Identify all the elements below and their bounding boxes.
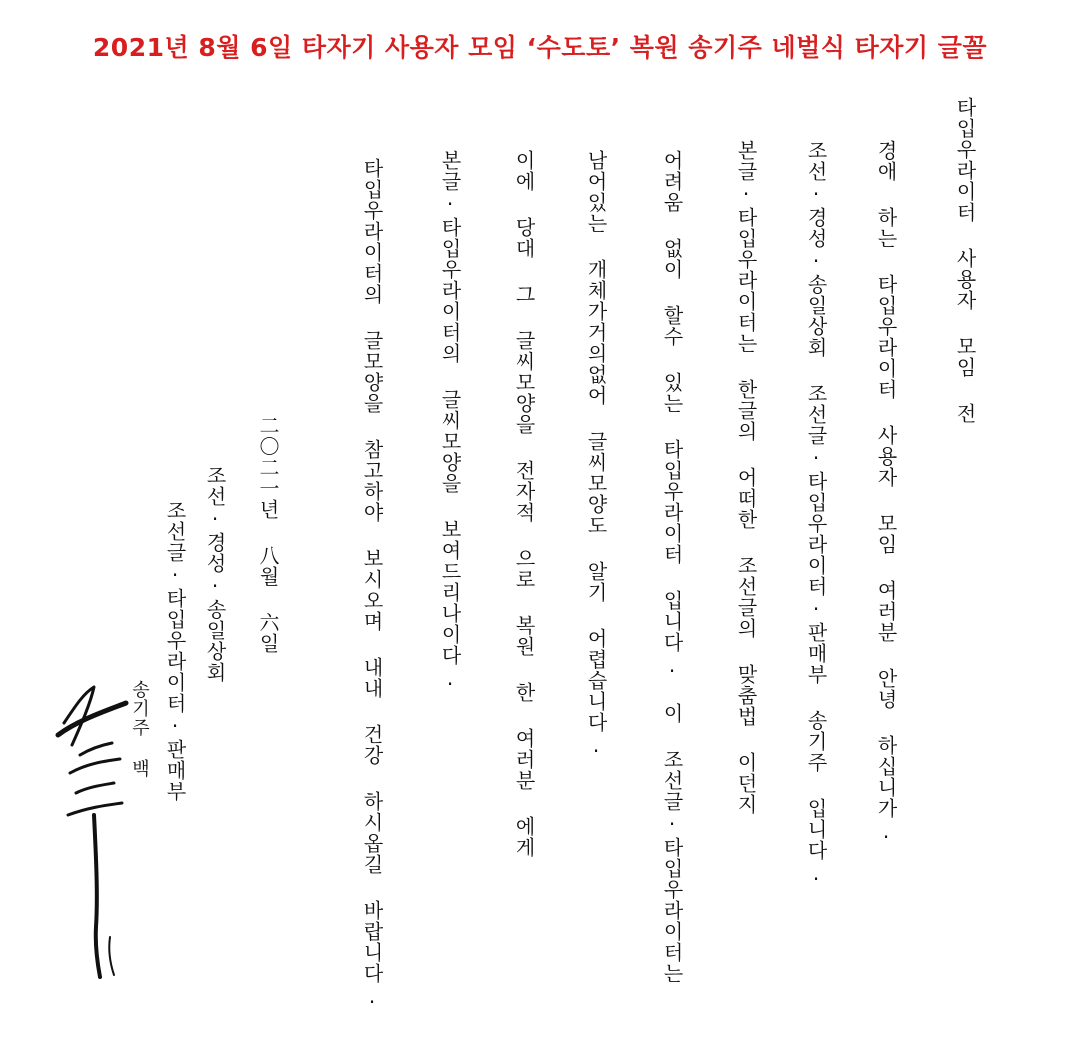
letter-line-body-5: 본글·타입우라이터의 글씨모양을 보여드리나이다.	[438, 150, 462, 691]
page-title: 2021년 8월 6일 타자기 사용자 모임 ‘수도토’ 복원 송기주 네벌식 타자기 글꼴	[92, 33, 988, 62]
letter-line-introduction: 조선·경성·송일상회 조선글·타입우라이터·판매부 송기주 입니다.	[804, 140, 828, 886]
letter-line-body-3: 남어있는 개체가거의없어 글씨모양도 알기 어렵습니다.	[584, 150, 608, 758]
letter-date: 二〇二一년 八월 六일	[256, 415, 280, 654]
handwritten-signature	[50, 665, 130, 985]
letter-line-body-6: 타입우라이터의 글모양을 참고하야 보시오며 내내 건강 하시옵길 바랍니다.	[360, 158, 384, 1009]
letter-sender-department: 조선글·타입우라이터·판매부	[163, 500, 187, 802]
letter-line-body-1: 본글·타입우라이터는 한글의 어떠한 조선글의 맞춤법 이던지	[734, 140, 758, 815]
letter-sender-company: 조선·경성·송일상회	[203, 465, 227, 683]
letter-line-greeting: 경애 하는 타입우라이터 사용자 모임 여러분 안녕 하십니가.	[874, 140, 898, 844]
letter-line-salutation: 타입우라이터 사용자 모임 전	[953, 97, 977, 424]
letter-line-body-2: 어려움 없이 할수 있는 타입우라이터 입니다. 이 조선글·타입우라이터는	[660, 150, 684, 984]
letter-line-body-4: 이에 당대 그 글씨모양을 전자적 으로 복원 한 여러분 에게	[512, 150, 536, 858]
letter-sender-name: 송기주 백	[129, 680, 150, 778]
